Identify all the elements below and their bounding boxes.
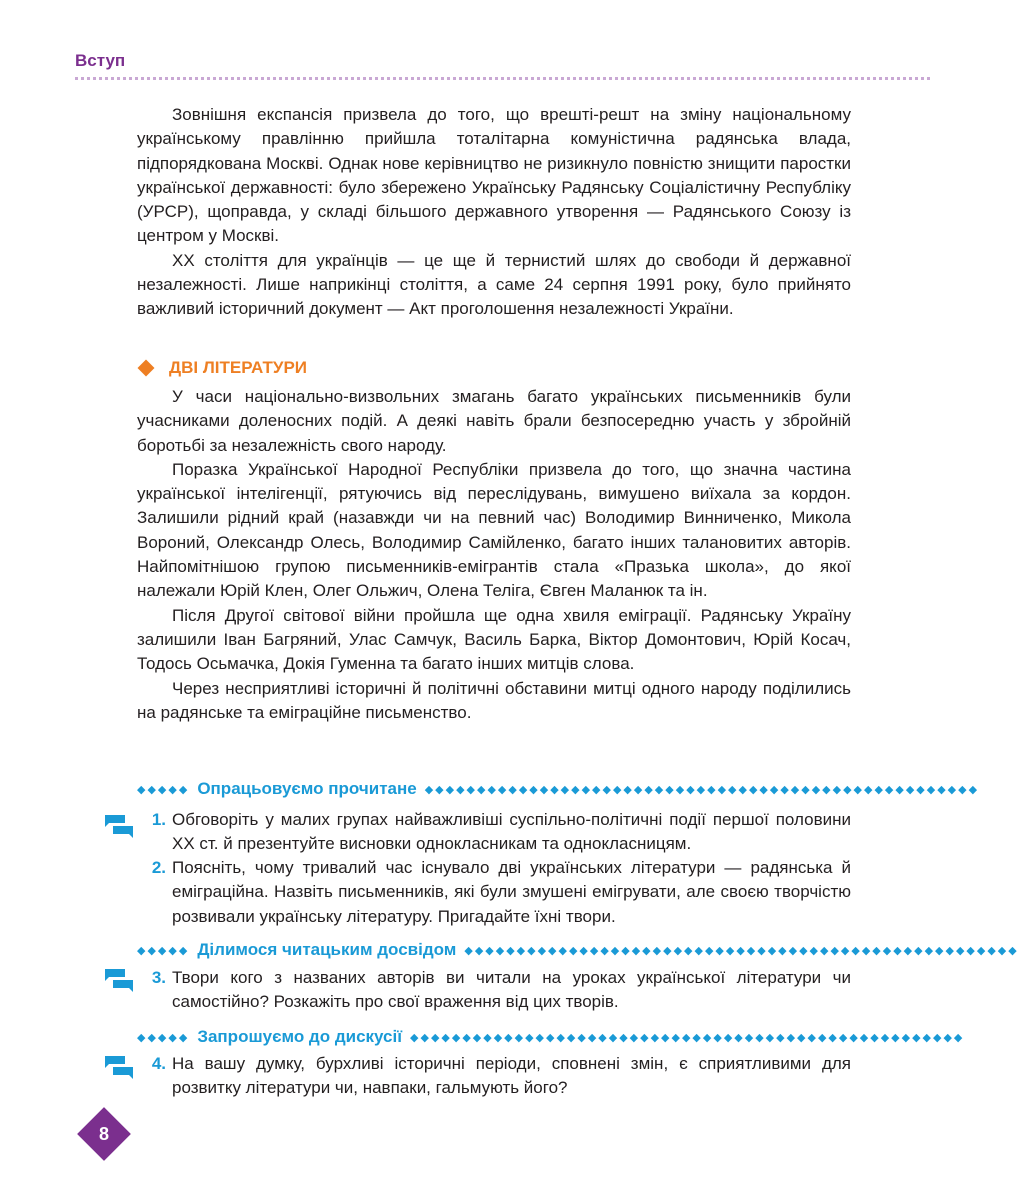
section-title: ДВІ ЛІТЕРАТУРИ <box>169 358 308 377</box>
task-heading-title: Опрацьовуємо прочитане <box>197 779 417 798</box>
task-text: Поясніть, чому тривалий час існувало дві українських літератури — радянська й еміграційна. Назвіть письменників, які були змушені емігрувати, але своєю творчістю розвивали українську літературу. Пригадайте їхні твори. <box>172 858 851 926</box>
dots-divider: ◆◆◆◆◆◆◆◆◆◆◆◆◆◆◆◆◆◆◆◆◆◆◆◆◆◆◆◆◆◆◆◆◆◆◆◆◆◆◆◆◆◆◆◆◆◆◆◆◆◆◆◆◆ <box>424 783 980 796</box>
task-item <box>151 1052 851 1101</box>
paragraph: Поразка Української Народної Республіки призвела до того, що значна частина української інтелігенції, рятуючись від переслідувань, вимушено виїхала за кордон. Залишили рідний край (назавжди чи на певний час) Володимир Винниченко, Микола Вороний, Олександр Олесь, Володимир Самійленко, багато інших талановитих авторів. Найпомітнішою групою письменників-емігрантів стала «Празька школа», до якої належали Юрій Клен, Олег Ольжич, Олена Теліга, Євген Маланюк та ін. <box>137 459 851 601</box>
dots-divider: ◆◆◆◆◆ <box>137 944 190 957</box>
dots-divider: ◆◆◆◆◆◆◆◆◆◆◆◆◆◆◆◆◆◆◆◆◆◆◆◆◆◆◆◆◆◆◆◆◆◆◆◆◆◆◆◆◆◆◆◆◆◆◆◆◆◆◆◆◆ <box>410 1031 965 1044</box>
task-item <box>151 808 851 857</box>
speech-bubbles-icon <box>103 969 135 991</box>
header-divider <box>75 77 930 80</box>
dots-divider: ◆◆◆◆◆ <box>137 783 190 796</box>
intro-text <box>137 103 851 322</box>
task-number: 4. <box>151 1054 166 1073</box>
running-header: Вступ <box>75 51 126 70</box>
task-heading <box>137 777 980 801</box>
paragraph: У часи національно-визвольних змагань багато українських письменників були учасниками доленосних подій. А деякі навіть брали безпосередню участь у збройній боротьбі за незалежність свого народу. <box>137 387 851 455</box>
dots-divider: ◆◆◆◆◆ <box>137 1031 190 1044</box>
task-number: 2. <box>151 858 166 877</box>
task-heading <box>137 1025 965 1049</box>
speech-bubbles-icon <box>103 1056 135 1078</box>
task-item <box>151 856 851 929</box>
task-number: 3. <box>151 968 166 987</box>
task-text: На вашу думку, бурхливі історичні періоди, сповнені змін, є сприятливими для розвитку літератури чи, навпаки, гальмують його? <box>172 1054 851 1098</box>
paragraph: XX століття для українців — це ще й тернистий шлях до свободи й державної незалежності. Лише наприкінці століття, а саме 24 серпня 1991 року, було прийнято важливий історичний документ — Акт проголошення незалежності України. <box>137 250 851 319</box>
diamond-icon <box>138 360 155 377</box>
dots-divider: ◆◆◆◆◆◆◆◆◆◆◆◆◆◆◆◆◆◆◆◆◆◆◆◆◆◆◆◆◆◆◆◆◆◆◆◆◆◆◆◆◆◆◆◆◆◆◆◆◆◆◆◆◆ <box>464 944 1019 957</box>
paragraph: Зовнішня експансія призвела до того, що врешті-решт на зміну національному українському правлінню прийшла тоталітарна комуністична радянська влада, підпорядкована Москві. Однак нове керівництво не ризикнуло повністю знищити паростки української державності: було збережено Українську Радянську Соціалістичну Республіку (УРСР), щоправда, у складі більшого державного утворення — Радянського Союзу із центром у Москві. <box>137 105 851 246</box>
task-text: Обговоріть у малих групах найважливіші суспільно-політичні події першої половини XX ст. й презентуйте висновки однокласникам та однокласницям. <box>172 810 851 854</box>
paragraph: Через несприятливі історичні й політичні обставини митці одного народу поділились на радянське та еміграційне письменство. <box>137 678 851 722</box>
task-heading <box>137 938 1019 962</box>
task-number: 1. <box>151 810 166 829</box>
task-heading-title: Запрошуємо до дискусії <box>197 1027 403 1046</box>
paragraph: Після Другої світової війни пройшла ще одна хвиля еміграції. Радянську Україну залишили Іван Багряний, Улас Самчук, Василь Барка, Віктор Домонтович, Юрій Косач, Тодось Осьмачка, Докія Гуменна та багато інших митців слова. <box>137 605 851 674</box>
page-number-badge <box>77 1107 131 1161</box>
section-heading <box>137 356 307 380</box>
speech-bubbles-icon <box>103 815 135 837</box>
task-item <box>151 966 851 1015</box>
task-text: Твори кого з названих авторів ви читали на уроках української літератури чи самостійно? Розкажіть про свої враження від цих творів. <box>172 968 851 1012</box>
task-heading-title: Ділимося читацьким досвідом <box>197 940 457 959</box>
section-text <box>137 385 851 725</box>
page-number: 8 <box>98 1123 109 1144</box>
